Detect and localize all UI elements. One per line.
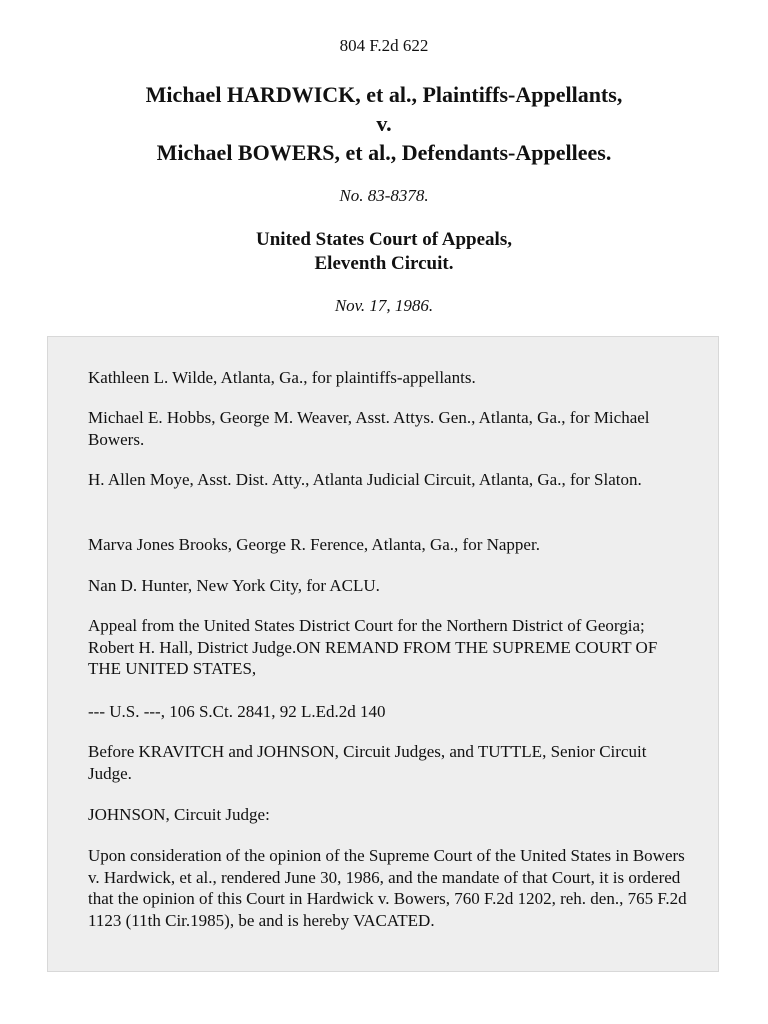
docket-number: No. 83-8378. <box>339 186 429 205</box>
court-name <box>0 228 768 276</box>
court-name-line2: Eleventh Circuit. <box>314 253 454 274</box>
defendants-line: Michael BOWERS, et al., Defendants-Appellees. <box>156 140 612 165</box>
counsel-bowers: Michael E. Hobbs, George M. Weaver, Asst. Attys. Gen., Atlanta, Ga., for Michael Bowers. <box>88 408 650 449</box>
opinion-body <box>47 336 719 972</box>
case-caption <box>0 80 768 167</box>
counsel-slaton: H. Allen Moye, Asst. Dist. Atty., Atlanta Judicial Circuit, Atlanta, Ga., for Slaton. <box>88 470 642 489</box>
appeal-statement: Appeal from the United States District Court for the Northern District of Georgia; Robert H. Hall, District Judge.ON REMAND FROM THE SUPREME COURT OF THE UNITED STATES, <box>88 616 658 678</box>
counsel-aclu: Nan D. Hunter, New York City, for ACLU. <box>88 576 380 595</box>
plaintiffs-line: Michael HARDWICK, et al., Plaintiffs-Appellants, <box>145 82 623 107</box>
counsel-plaintiffs: Kathleen L. Wilde, Atlanta, Ga., for plaintiffs-appellants. <box>88 368 476 387</box>
case-citation: 804 F.2d 622 <box>339 36 429 55</box>
court-name-line1: United States Court of Appeals, <box>256 229 512 250</box>
opinion-author: JOHNSON, Circuit Judge: <box>88 805 270 824</box>
versus-line: v. <box>376 111 392 136</box>
decision-date: Nov. 17, 1986. <box>334 296 434 315</box>
panel-judges: Before KRAVITCH and JOHNSON, Circuit Judges, and TUTTLE, Senior Circuit Judge. <box>88 742 647 783</box>
opinion-text: Upon consideration of the opinion of the Supreme Court of the United States in Bowers v. Hardwick, et al., rendered June 30, 1986, and the mandate of that Court, it is ordered that the opinion of this Court in Hardwick v. Bowers, 760 F.2d 1202, reh. den., 765 F.2d 1123 (11th Cir.1985), be and is hereby VACATED. <box>88 846 687 930</box>
counsel-napper: Marva Jones Brooks, George R. Ference, Atlanta, Ga., for Napper. <box>88 535 540 554</box>
supreme-court-citation: --- U.S. ---, 106 S.Ct. 2841, 92 L.Ed.2d 140 <box>88 702 386 721</box>
